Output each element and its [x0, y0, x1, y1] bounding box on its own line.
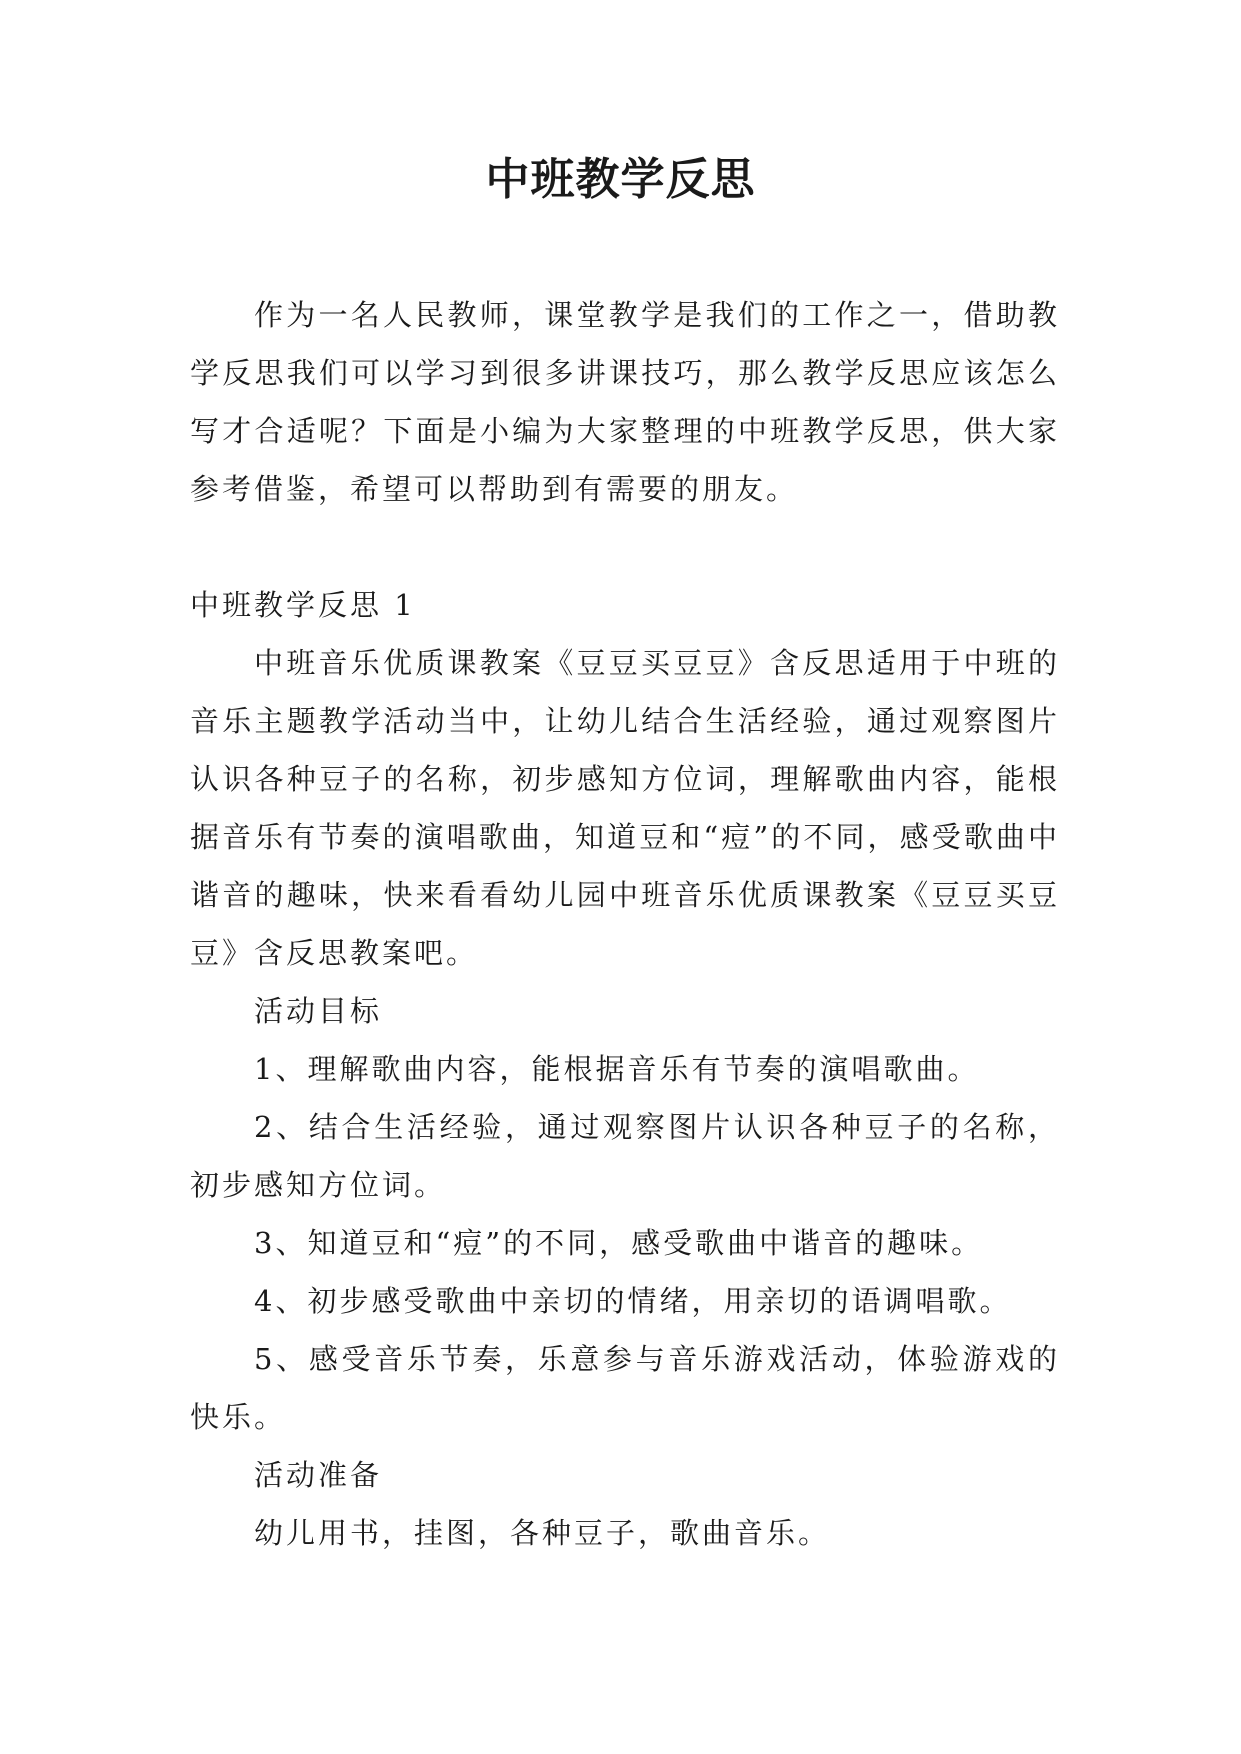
preparation-materials: 幼儿用书，挂图，各种豆子，歌曲音乐。 [254, 1516, 831, 1550]
paragraph-lesson-description: 中班音乐优质课教案《豆豆买豆豆》含反思适用于中班的音乐主题教学活动当中，让幼儿结合生活经验，通过观察图片认识各种豆子的名称，初步感知方位词，理解歌曲内容，能根据音乐有节奏的演唱歌曲，知道豆和“痘”的不同，感受歌曲中谐音的趣味，快来看看幼儿园中班音乐优质课教案《豆豆买豆豆》含反思教案吧。 [190, 646, 1060, 970]
section-block [190, 576, 1060, 1562]
subheading-activity-goals: 活动目标 [254, 994, 383, 1028]
intro-paragraph: 作为一名人民教师，课堂教学是我们的工作之一，借助教学反思我们可以学习到很多讲课技巧，那么教学反思应该怎么写才合适呢？下面是小编为大家整理的中班教学反思，供大家参考借鉴，希望可以帮助到有需要的朋友。 [190, 298, 1060, 506]
goal-item-1: 1、理解歌曲内容，能根据音乐有节奏的演唱歌曲。 [254, 1052, 980, 1086]
goal-item-4: 4、初步感受歌曲中亲切的情绪，用亲切的语调唱歌。 [254, 1284, 1012, 1318]
section-heading: 中班教学反思 1 [190, 588, 416, 622]
document-title: 中班教学反思 [485, 154, 756, 205]
goal-item-3: 3、知道豆和“痘”的不同，感受歌曲中谐音的趣味。 [254, 1226, 984, 1260]
subheading-activity-preparation: 活动准备 [254, 1458, 383, 1492]
intro-block [190, 286, 1060, 518]
goal-item-2: 2、结合生活经验，通过观察图片认识各种豆子的名称，初步感知方位词。 [190, 1110, 1060, 1202]
goal-item-5: 5、感受音乐节奏，乐意参与音乐游戏活动，体验游戏的快乐。 [190, 1342, 1060, 1434]
